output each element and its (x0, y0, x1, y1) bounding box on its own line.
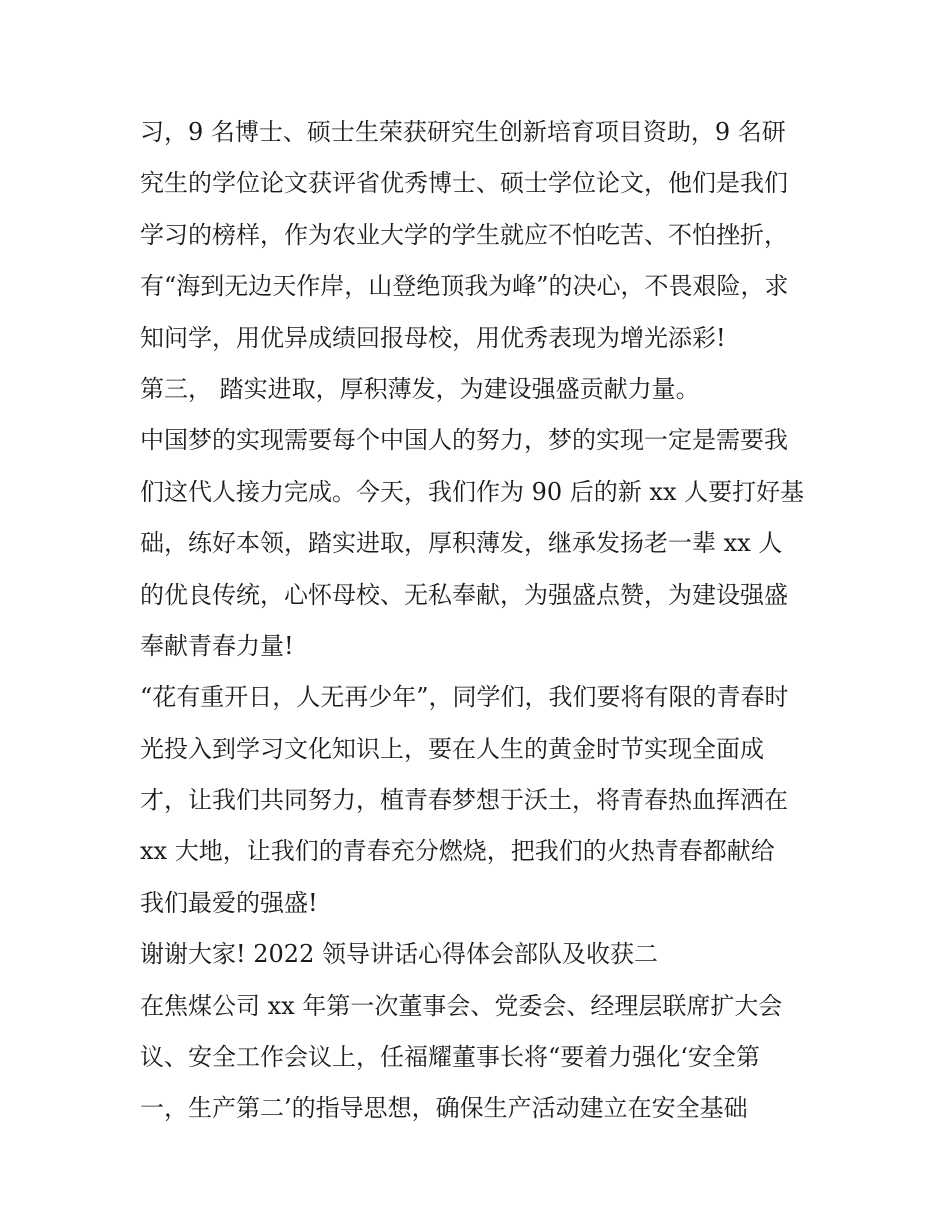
text-line: 在焦煤公司 xx 年第一次董事会、党委会、经理层联席扩大会 (140, 991, 783, 1020)
text-line: 才，让我们共同努力，植青春梦想于沃土，将青春热血挥洒在 (140, 786, 788, 815)
text-line: 的优良传统，心怀母校、无私奉献，为强盛点赞，为建设强盛 (140, 580, 788, 609)
text-line: 一，生产第二’的指导思想，确保生产活动建立在安全基础 (140, 1094, 748, 1123)
text-line: 有“海到无边天作岸，山登绝顶我为峰”的决心，不畏艰险，求 (140, 272, 789, 301)
text-line: 究生的学位论文获评省优秀博士、硕士学位论文，他们是我们 (140, 169, 788, 198)
text-line: 我们最爱的强盛! (140, 888, 318, 917)
text-line: 奉献青春力量! (140, 631, 294, 660)
text-line: 们这代人接力完成。今天，我们作为 90 后的新 xx 人要打好基 (140, 477, 805, 506)
text-line: 学习的榜样，作为农业大学的学生就应不怕吃苦、不怕挫折， (140, 220, 788, 249)
section-title: 谢谢大家! 2022 领导讲话心得体会部队及收获二 (140, 940, 658, 969)
text-line: xx 大地，让我们的青春充分燃烧，把我们的火热青春都献给 (140, 837, 775, 866)
section-heading: 第三， 踏实进取，厚积薄发，为建设强盛贡献力量。 (140, 374, 700, 403)
text-line: 中国梦的实现需要每个中国人的努力，梦的实现一定是需要我 (140, 426, 788, 455)
text-line: 础，练好本领，踏实进取，厚积薄发，继承发扬老一辈 xx 人 (140, 529, 783, 558)
text-line: 知问学，用优异成绩回报母校，用优秀表现为增光添彩! (140, 323, 726, 352)
text-line: 光投入到学习文化知识上，要在人生的黄金时节实现全面成 (140, 734, 764, 763)
text-line: 议、安全工作会议上，任福耀董事长将“要着力强化‘安全第 (140, 1043, 760, 1072)
text-line: 习，9 名博士、硕士生荣获研究生创新培育项目资助，9 名研 (140, 118, 786, 146)
document-body (140, 107, 820, 1135)
text-line: “花有重开日，人无再少年”，同学们，我们要将有限的青春时 (140, 683, 789, 712)
